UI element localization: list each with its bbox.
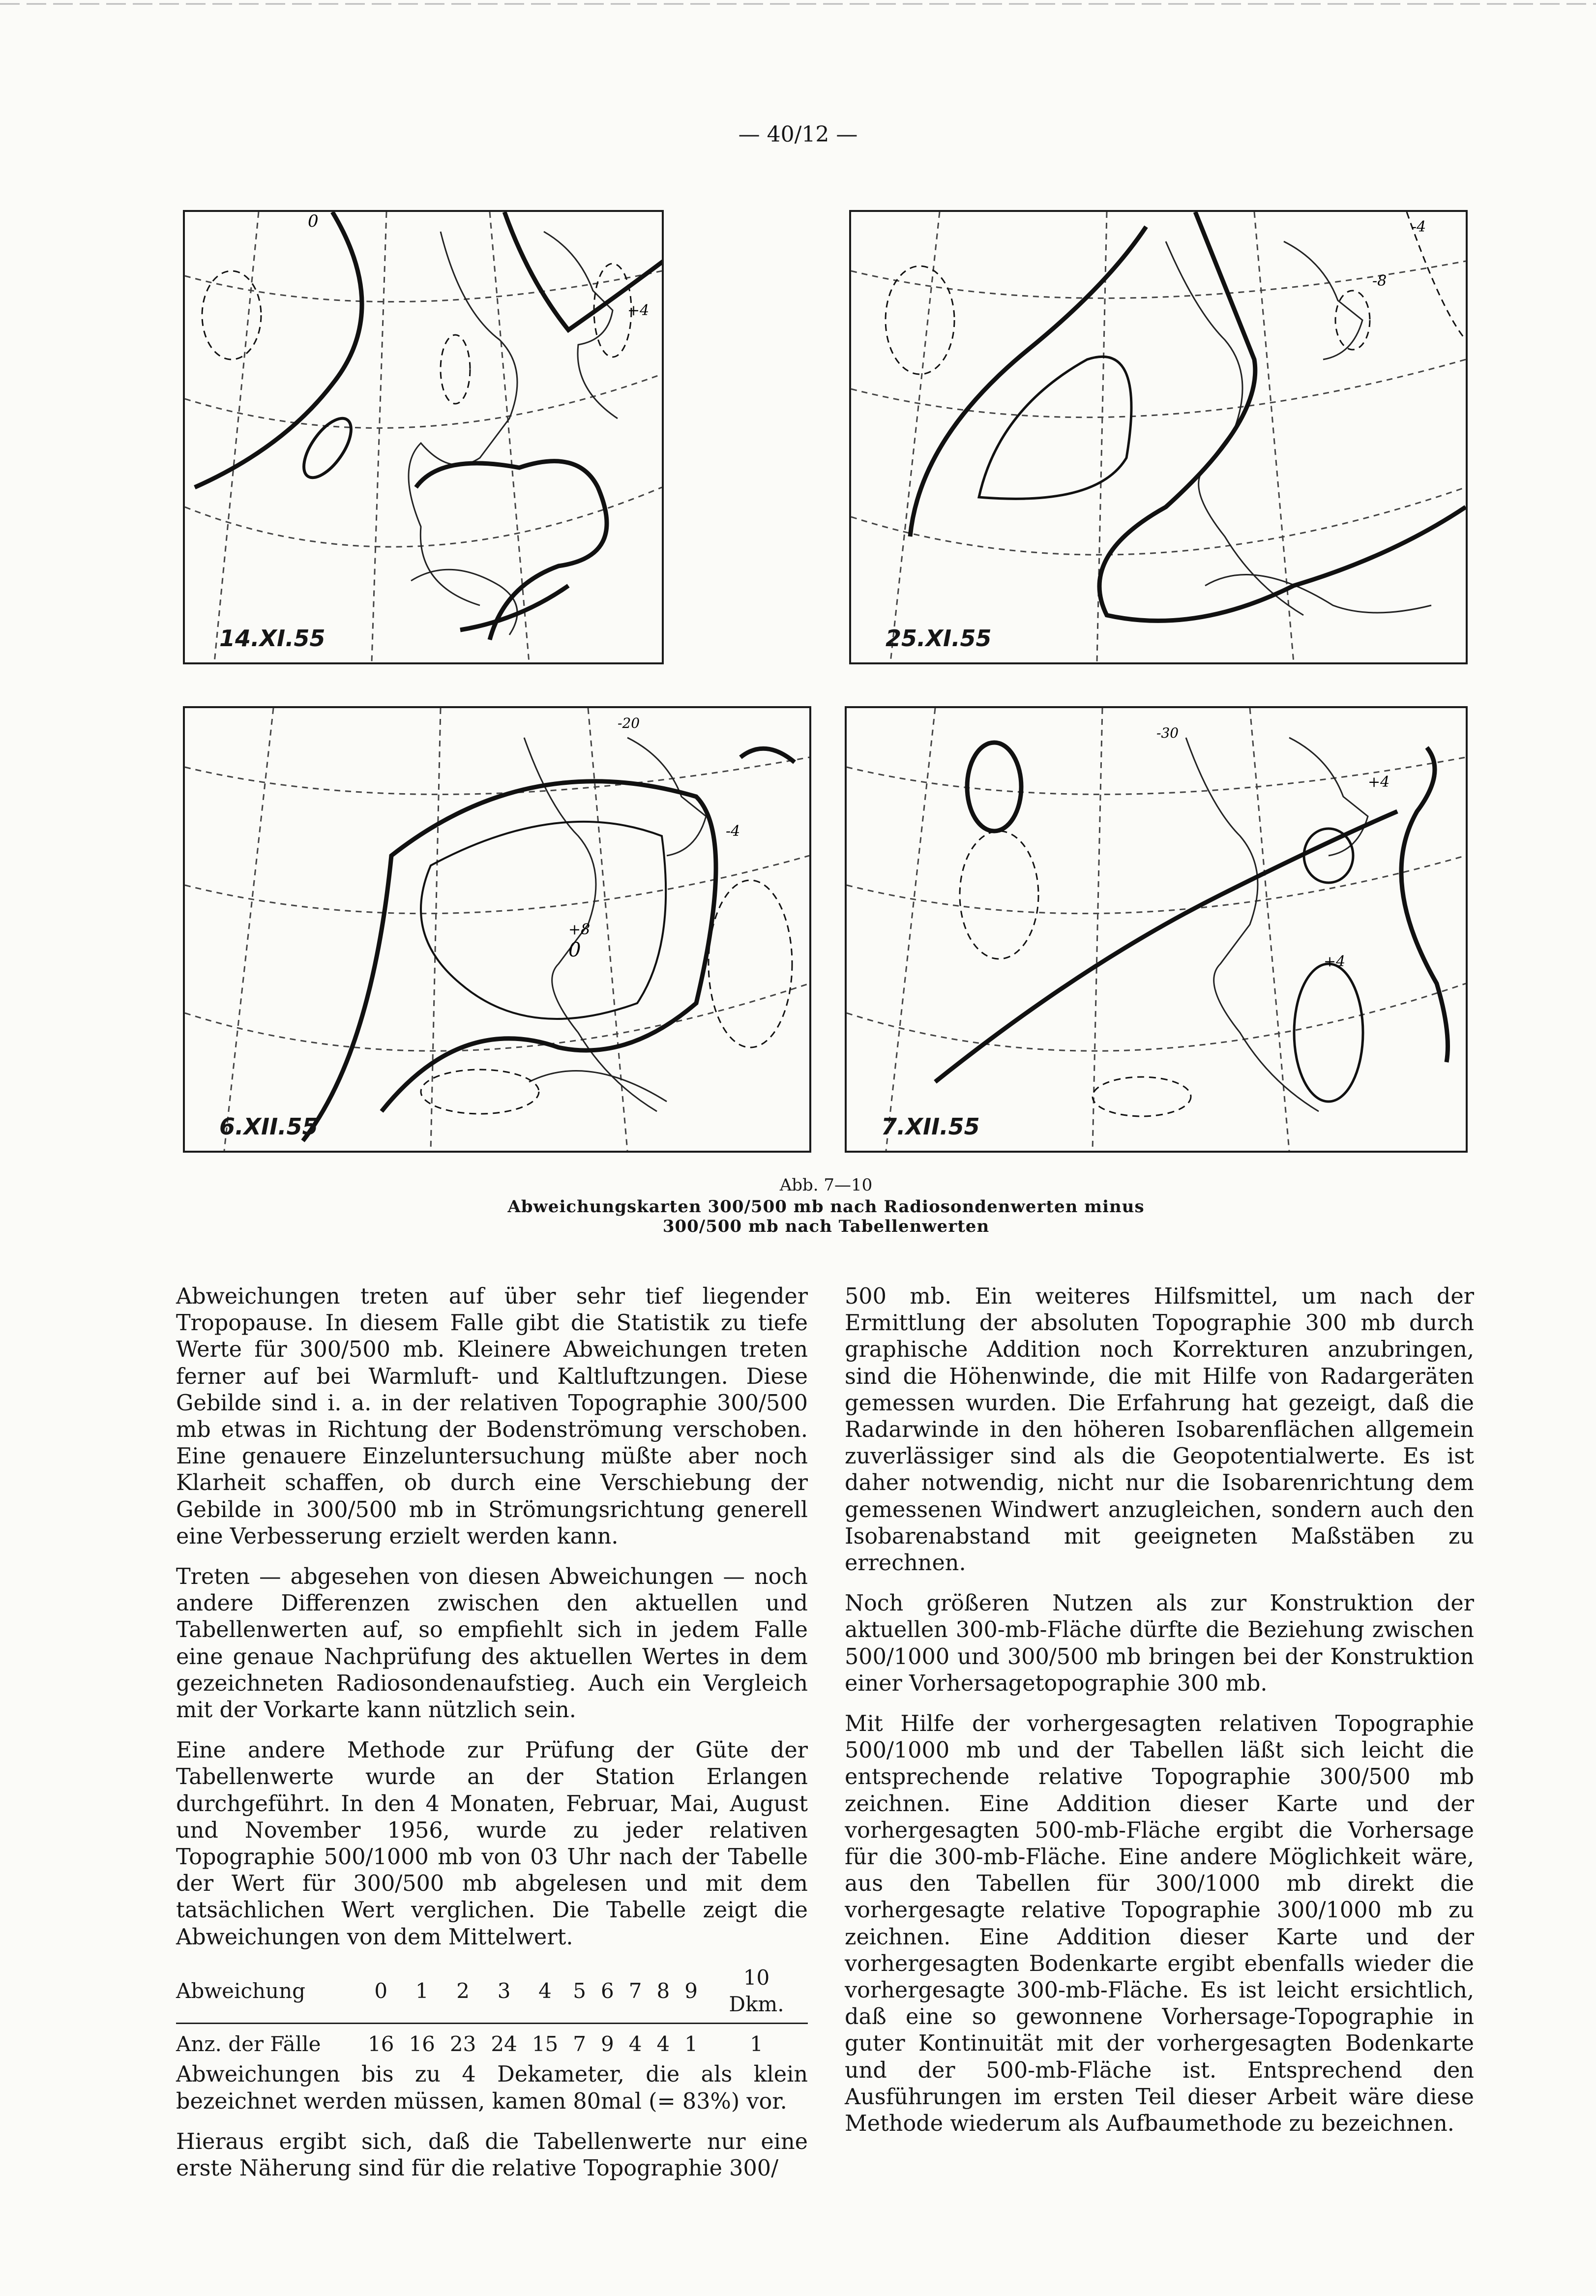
left-paragraph-2: Treten — abgesehen von diesen Abweichungen — noch andere Differenzen zwischen den aktuellen und Tabellenwerten auf, so empfiehlt sich in jedem Falle eine genaue Nachprüfung des aktuellen Wertes in dem gezeichneten Radiosondenaufstieg. Auch ein Vergleich mit der Vorkarte kann nützlich sein. bbox=[176, 1564, 808, 1723]
left-column bbox=[176, 1283, 808, 2196]
contour-label-minus4-map3: -4 bbox=[726, 823, 740, 840]
deviation-map-1 bbox=[183, 210, 664, 664]
contour-label-plus4-south: +4 bbox=[1324, 953, 1346, 970]
table-cell: 23 bbox=[449, 2032, 476, 2057]
contour-label-plus4: +4 bbox=[627, 302, 650, 319]
contour-label-plus8: +8 bbox=[568, 921, 591, 938]
table-cell: 1 bbox=[684, 2032, 698, 2057]
right-paragraph-2: Noch größeren Nutzen als zur Konstruktion der aktuellen 300-mb-Fläche dürfte die Beziehung zwischen 500/1000 und 300/500 mb bringen bei der Konstruktion einer Vorhersagetopographie 300 mb. bbox=[845, 1591, 1474, 1696]
map-2-drawing bbox=[851, 212, 1466, 662]
table-row-label: Anz. der Fälle bbox=[176, 2032, 321, 2057]
table-row-count bbox=[176, 2024, 808, 2058]
table-cell: 9 bbox=[601, 2032, 614, 2057]
deviation-table bbox=[176, 1965, 808, 2058]
table-row-label: Abweichung bbox=[176, 1965, 360, 2024]
table-cell: 1 bbox=[750, 2032, 763, 2057]
caption-line-1: Abweichungskarten 300/500 mb nach Radiosondenwerten minus bbox=[507, 1197, 1145, 1217]
left-paragraph-5: Hieraus ergibt sich, daß die Tabellenwerte nur eine erste Näherung sind für die relative Topographie 300/ bbox=[176, 2129, 808, 2181]
table-row-deviation bbox=[176, 1965, 808, 2024]
table-cell: 3 bbox=[483, 1965, 524, 2024]
table-cell: 7 bbox=[621, 1965, 650, 2024]
left-paragraph-3: Eine andere Methode zur Prüfung der Güte der Tabellenwerte wurde an der Station Erlangen durchgeführt. In den 4 Monaten, Februar, Mai, August und November 1956, wurde zu jeder relativen Topographie 500/1000 mb von 03 Uhr nach der Tabelle der Wert für 300/500 mb abgelesen und mit dem tatsächlichen Wert verglichen. Die Tabelle zeigt die Abweichungen von dem Mittelwert. bbox=[176, 1738, 808, 1950]
figure-caption bbox=[482, 1175, 1170, 1236]
contour-label-minus8: -8 bbox=[1372, 272, 1387, 290]
map-3-date: 6.XII.55 bbox=[219, 1113, 318, 1140]
map-1-date: 14.XI.55 bbox=[219, 625, 325, 652]
caption-line-2: 300/500 mb nach Tabellenwerten bbox=[662, 1217, 990, 1236]
map-3-drawing bbox=[185, 708, 809, 1151]
map-4-drawing bbox=[847, 708, 1466, 1151]
map-1-drawing bbox=[185, 212, 662, 662]
right-paragraph-1: 500 mb. Ein weiteres Hilfsmittel, um nach der Ermittlung der absoluten Topographie 300 mb durch graphische Addition noch Korrekturen anzubringen, sind die Höhenwinde, die mit Hilfe von Radargeräten gemessen wurden. Die Erfahrung hat gezeigt, daß die Radarwinde in den höheren Isobarenflächen allgemein zuverlässiger sind als die Geopotentialwerte. Es ist daher notwendig, nicht nur die Isobarenrichtung dem gemessenen Windwert anzugleichen, sondern auch den Isobarenabstand mit geeigneten Maßstäben zu errechnen. bbox=[845, 1284, 1474, 1576]
table-cell: 4 bbox=[628, 2032, 642, 2057]
contour-label-plus4-map4: +4 bbox=[1368, 774, 1390, 791]
deviation-map-4 bbox=[845, 706, 1468, 1153]
table-cell: 5 bbox=[565, 1965, 593, 2024]
table-cell: 16 bbox=[368, 2032, 394, 2057]
contour-label-minus20: -20 bbox=[618, 715, 640, 731]
right-paragraph-3: Mit Hilfe der vorhergesagten relativen Topographie 500/1000 mb und der Tabellen läßt sich leicht die entsprechende relative Topographie 300/500 mb zeichnen. Eine Addition dieser Karte und der vorhergesagten 500-mb-Fläche ergibt die Vorhersage für die 300-mb-Fläche. Eine andere Möglichkeit wäre, aus den Tabellen für 300/1000 mb direkt die vorhergesagte relative Topographie 300/1000 mb zu zeichnen. Eine Addition dieser Karte und der vorhergesagten Bodenkarte ergibt ebenfalls wieder die vorhergesagte 300-mb-Fläche. Es ist leicht ersichtlich, daß eine so gewonnene Vorhersage-Topographie in guter Kontinuität mit der vorhergesagten Bodenkarte und der 500-mb-Fläche ist. Entsprechend den Ausführungen im ersten Teil dieser Arbeit wäre diese Methode wiederum als Aufbaumethode zu bezeichnen. bbox=[845, 1711, 1474, 2137]
deviation-map-2 bbox=[849, 210, 1468, 664]
deviation-map-3 bbox=[183, 706, 811, 1153]
table-cell: 16 bbox=[409, 2032, 435, 2057]
table-cell: 8 bbox=[649, 1965, 677, 2024]
left-paragraph-4: Abweichungen bis zu 4 Dekameter, die als klein bezeichnet werden müssen, kamen 80mal (= 83%) vor. bbox=[176, 2062, 808, 2114]
contour-label-minus30: -30 bbox=[1156, 725, 1179, 741]
table-cell: 1 bbox=[401, 1965, 442, 2024]
table-cell: 9 bbox=[677, 1965, 705, 2024]
table-cell: 4 bbox=[656, 2032, 670, 2057]
contour-label-zero-center: 0 bbox=[568, 939, 581, 961]
table-cell: 24 bbox=[491, 2032, 517, 2057]
table-cell: 7 bbox=[573, 2032, 586, 2057]
contour-label-minus4: -4 bbox=[1412, 218, 1426, 236]
table-cell: 4 bbox=[525, 1965, 565, 2024]
map-2-date: 25.XI.55 bbox=[886, 625, 992, 652]
scan-edge-marks bbox=[0, 0, 1596, 30]
table-cell: 0 bbox=[360, 1965, 401, 2024]
page-number: — 40/12 — bbox=[738, 122, 858, 147]
table-cell: 2 bbox=[443, 1965, 483, 2024]
map-4-date: 7.XII.55 bbox=[881, 1113, 980, 1140]
left-paragraph-1: Abweichungen treten auf über sehr tief liegender Tropopause. In diesem Falle gibt die Statistik zu tiefe Werte für 300/500 mb. Kleinere Abweichungen treten ferner auf bei Warmluft- und Kaltluftzungen. Diese Gebilde sind i. a. in der relativen Topographie 300/500 mb etwas in Richtung der Bodenströmung verschoben. Eine genauere Einzeluntersuchung müßte aber noch Klarheit schaffen, ob durch eine Verschiebung der Gebilde in 300/500 mb in Strömungsrichtung generell eine Verbesserung erzielt werden kann. bbox=[176, 1284, 808, 1549]
table-cell: 10 Dkm. bbox=[705, 1965, 808, 2024]
right-column bbox=[845, 1283, 1474, 2151]
figure-number: Abb. 7—10 bbox=[779, 1175, 873, 1195]
contour-label-zero: 0 bbox=[308, 212, 319, 231]
table-cell: 6 bbox=[593, 1965, 621, 2024]
table-cell: 15 bbox=[532, 2032, 559, 2057]
